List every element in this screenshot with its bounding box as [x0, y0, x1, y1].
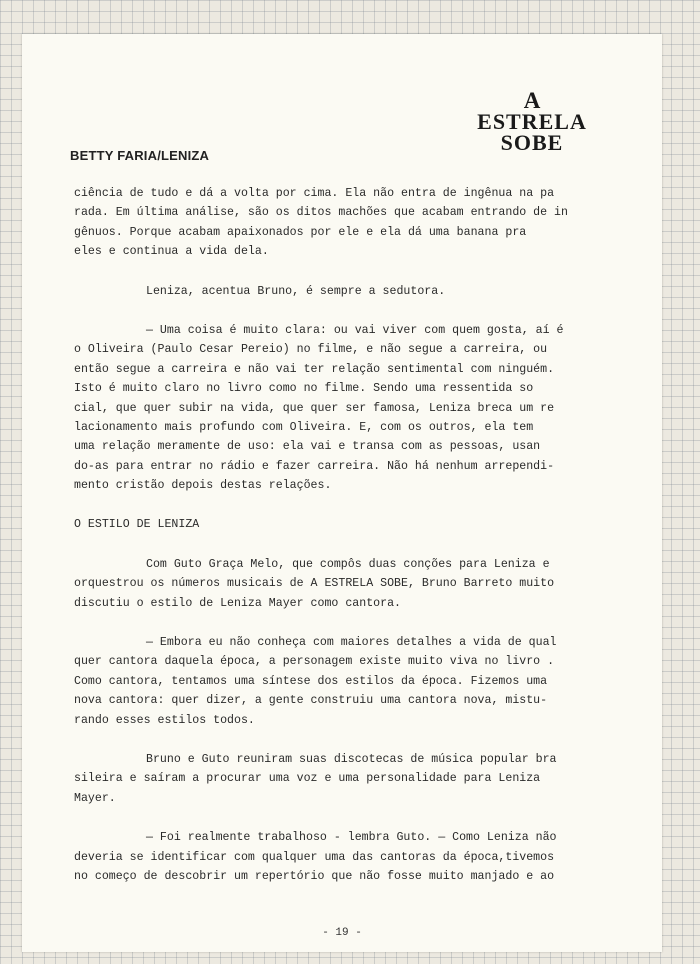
text-line: Como cantora, tentamos uma síntese dos estilos da época. Fizemos uma	[74, 674, 548, 688]
text-line: nova cantora: quer dizer, a gente construiu uma cantora nova, mistu-	[74, 694, 548, 708]
text-line: rando esses estilos todos.	[74, 713, 255, 727]
text-line: eles e continua a vida dela.	[74, 245, 269, 259]
text-line: uma relação meramente de uso: ela vai e transa com as pessoas, usan	[74, 440, 541, 454]
text-line: sileira e saíram a procurar uma voz e uma personalidade para Leniza	[74, 772, 541, 786]
article-header: BETTY FARIA/LENIZA	[70, 148, 210, 163]
text-line: o Oliveira (Paulo Cesar Pereio) no filme, e não segue a carreira, ou	[74, 343, 548, 357]
text-line: orquestrou os números musicais de A ESTRELA SOBE, Bruno Barreto muito	[74, 577, 555, 591]
text-line: — Uma coisa é muito clara: ou vai viver com quem gosta, aí é	[146, 323, 564, 337]
article-body	[74, 184, 624, 886]
document-page	[22, 34, 662, 952]
text-line: rada. Em última análise, são os ditos machões que acabam entrando de in	[74, 206, 568, 220]
text-line: deveria se identificar com qualquer uma das cantoras da época,tivemos	[74, 850, 555, 864]
page-number: - 19 -	[322, 927, 362, 939]
text-line: cial, que quer subir na vida, que quer ser famosa, Leniza breca um re	[74, 401, 555, 415]
text-line: Isto é muito claro no livro como no filme. Sendo uma ressentida so	[74, 382, 534, 396]
text-line: lacionamento mais profundo com Oliveira. E, com os outros, ela tem	[74, 420, 534, 434]
text-line: Leniza, acentua Bruno, é sempre a sedutora.	[146, 284, 446, 298]
section-heading: O ESTILO DE LENIZA	[74, 518, 200, 532]
text-line: — Foi realmente trabalhoso - lembra Guto. — Como Leniza não	[146, 831, 557, 845]
logo-line: ESTRELA	[477, 108, 587, 134]
logo-line: A	[523, 88, 541, 113]
text-line: mento cristão depois destas relações.	[74, 479, 332, 493]
text-line: Com Guto Graça Melo, que compôs duas conções para Leniza e	[146, 557, 550, 571]
text-line: discutiu o estilo de Leniza Mayer como cantora.	[74, 596, 401, 610]
text-line: gênuos. Porque acabam apaixonados por ele e ela dá uma banana pra	[74, 225, 527, 239]
text-line: ciência de tudo e dá a volta por cima. Ela não entra de ingênua na pa	[74, 187, 555, 200]
logo-line: SOBE	[500, 129, 564, 155]
text-line: no começo de descobrir um repertório que não fosse muito manjado e ao	[74, 869, 555, 883]
text-line: do-as para entrar no rádio e fazer carreira. Não há nenhum arrependi-	[74, 459, 555, 473]
text-line: — Embora eu não conheça com maiores detalhes a vida de qual	[146, 636, 557, 650]
film-title-logo	[462, 90, 602, 154]
text-line: quer cantora daquela época, a personagem existe muito viva no livro .	[74, 655, 555, 669]
text-line: Bruno e Guto reuniram suas discotecas de música popular bra	[146, 752, 557, 766]
text-line: então segue a carreira e não vai ter relação sentimental com ninguém.	[74, 362, 555, 376]
text-line: Mayer.	[74, 791, 116, 805]
